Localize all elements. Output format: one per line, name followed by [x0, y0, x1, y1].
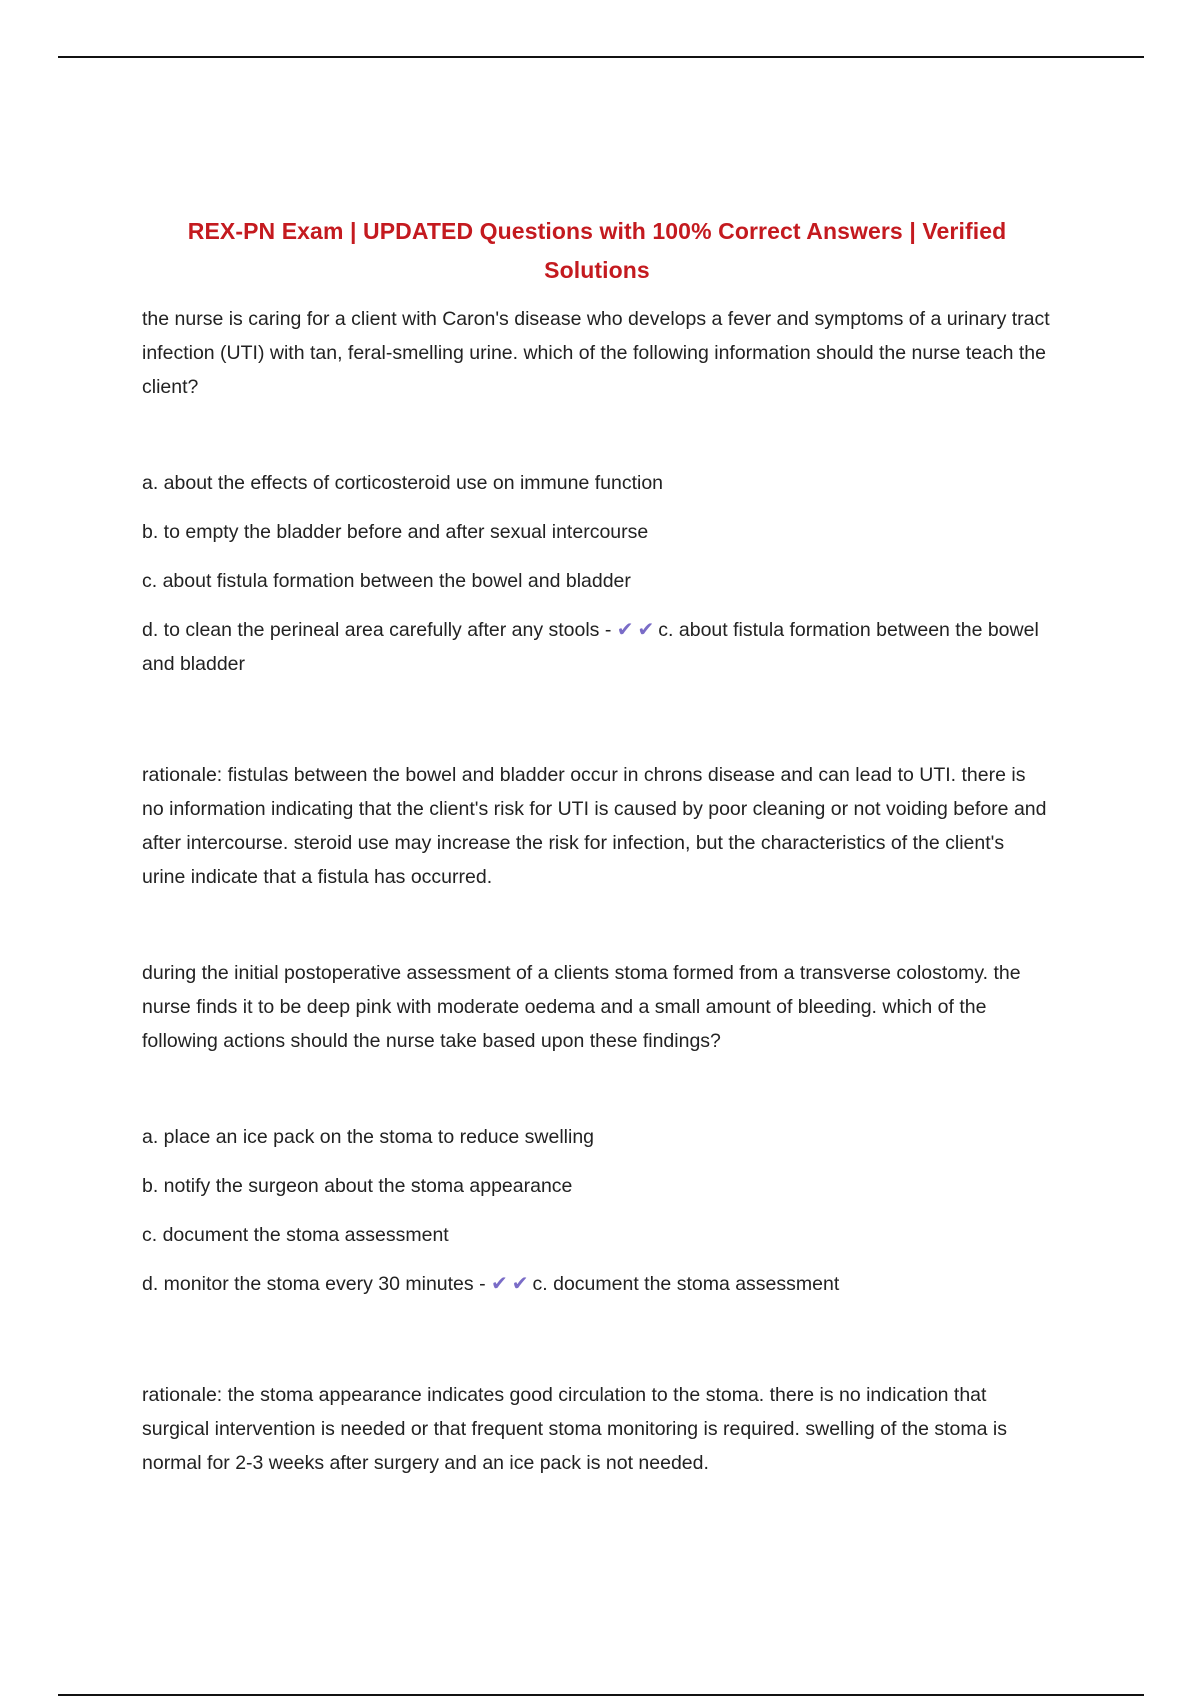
answer-option-b: b. to empty the bladder before and after sexual intercourse [142, 521, 649, 543]
answer-option-a: a. about the effects of corticosteroid use on immune function [142, 472, 664, 494]
answer-option-d: d. monitor the stoma every 30 minutes - [142, 1273, 486, 1295]
spacer [142, 681, 1052, 758]
check-icon: ✔ [616, 619, 634, 641]
bottom-rule [58, 1694, 1144, 1696]
question-block-1 [142, 302, 1052, 894]
check-icon: ✔ [637, 619, 655, 641]
answer-option-d-with-answer [142, 1267, 1052, 1301]
question-block-2 [142, 956, 1052, 1480]
answer-option-b: b. notify the surgeon about the stoma appearance [142, 1175, 573, 1197]
correct-answer: c. about fistula formation between the bowel and bladder [142, 619, 1039, 675]
question-stem: during the initial postoperative assessment of a clients stoma formed from a transverse colostomy. the nurse finds it to be deep pink with moderate oedema and a small amount of bleeding. which of the following actions should the nurse take based upon these findings? [142, 962, 1021, 1052]
top-rule [58, 56, 1144, 58]
answer-option-c: c. document the stoma assessment [142, 1224, 449, 1246]
answer-option-c: c. about fistula formation between the bowel and bladder [142, 570, 631, 592]
answer-option-d: d. to clean the perineal area carefully after any stools - [142, 619, 612, 641]
check-icon: ✔ [491, 1273, 508, 1295]
check-icon: ✔ [511, 1273, 529, 1295]
answer-option-d-with-answer [142, 613, 1052, 681]
correct-answer: c. document the stoma assessment [532, 1273, 840, 1295]
question-stem: the nurse is caring for a client with Caron's disease who develops a fever and symptoms of a urinary tract infection (UTI) with tan, feral-smelling urine. which of the following information should the nurse teach the client? [142, 308, 1050, 398]
spacer [142, 1301, 1052, 1378]
answer-option-a: a. place an ice pack on the stoma to reduce swelling [142, 1126, 595, 1148]
document-title: REX-PN Exam | UPDATED Questions with 100% Correct Answers | Verified Solutions [187, 218, 1007, 283]
rationale-text: rationale: the stoma appearance indicates good circulation to the stoma. there is no indication that surgical intervention is needed or that frequent stoma monitoring is required. swelling of the stoma is normal for 2-3 weeks after surgery and an ice pack is not needed. [142, 1384, 1007, 1474]
document-body [142, 212, 1052, 1542]
rationale-text: rationale: fistulas between the bowel and bladder occur in chrons disease and can lead to UTI. there is no information indicating that the client's risk for UTI is caused by poor cleaning or not voiding before and after intercourse. steroid use may increase the risk for infection, but the characteristics of the client's urine indicate that a fistula has occurred. [142, 764, 1047, 888]
